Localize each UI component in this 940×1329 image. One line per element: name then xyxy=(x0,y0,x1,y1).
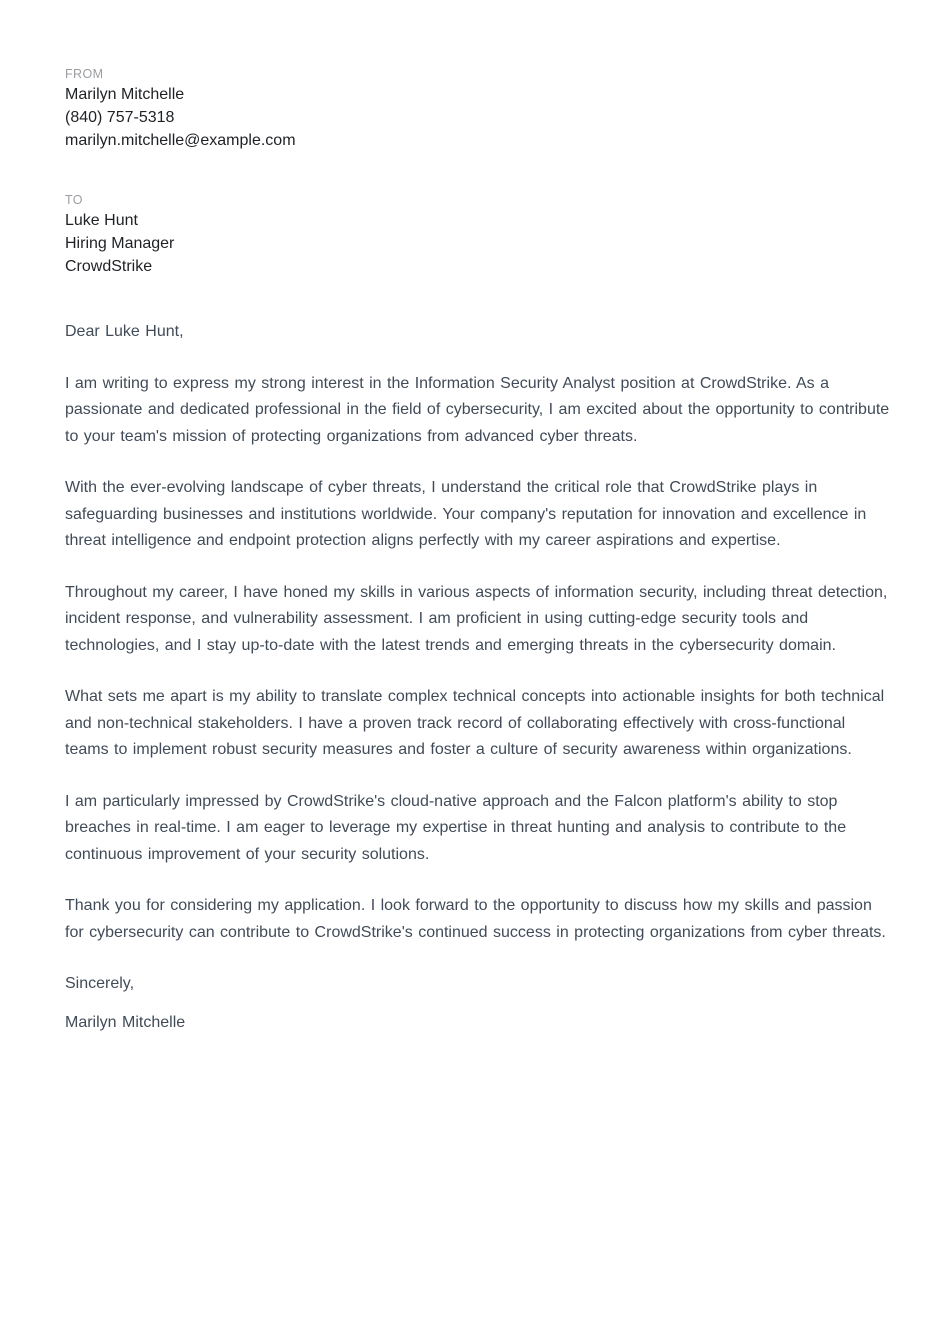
recipient-role: Hiring Manager xyxy=(65,235,175,252)
cover-letter xyxy=(65,66,893,1036)
letter-body xyxy=(65,319,893,1036)
sender-block xyxy=(65,66,893,152)
recipient-name: Luke Hunt xyxy=(65,212,138,229)
body-paragraph: I am particularly impressed by CrowdStrike's cloud-native approach and the Falcon platform's ability to stop breaches in real-time. I am eager to leverage my expertise in threat hunting and analysis to contribute to the continuous improvement of your security solutions. xyxy=(65,792,847,863)
to-label: TO xyxy=(65,193,83,207)
signature-name: Marilyn Mitchelle xyxy=(65,1013,186,1031)
body-paragraph: With the ever-evolving landscape of cyber threats, I understand the critical role that CrowdStrike plays in safeguarding businesses and institutions worldwide. Your company's reputation for innovation and excellence in threat intelligence and endpoint protection aligns perfectly with my career aspirations and expertise. xyxy=(65,479,867,549)
sender-name: Marilyn Mitchelle xyxy=(65,86,185,103)
body-paragraph: I am writing to express my strong interest in the Information Security Analyst position at CrowdStrike. As a passionate and dedicated professional in the field of cybersecurity, I am excited about the opportunity to contribute to your team's mission of protecting organizations from advanced cyber threats. xyxy=(65,374,890,445)
recipient-block xyxy=(65,192,893,278)
body-paragraph: What sets me apart is my ability to translate complex technical concepts into actionable insights for both technical and non-technical stakeholders. I have a proven track record of collaborating effectively with cross-functional teams to implement robust security measures and foster a culture of security awareness within organizations. xyxy=(65,688,885,758)
sender-phone: (840) 757-5318 xyxy=(65,109,175,126)
closing: Sincerely, xyxy=(65,975,135,992)
body-paragraph: Thank you for considering my application. I look forward to the opportunity to discuss how my skills and passion for cybersecurity can contribute to CrowdStrike's continued success in protecting organizations from cyber threats. xyxy=(65,897,886,941)
recipient-company: CrowdStrike xyxy=(65,258,153,275)
sender-email: marilyn.mitchelle@example.com xyxy=(65,132,296,149)
from-label: FROM xyxy=(65,67,104,81)
body-paragraph: Throughout my career, I have honed my skills in various aspects of information security, including threat detection, incident response, and vulnerability assessment. I am proficient in using cutting-edge security tools and technologies, and I stay up-to-date with the latest trends and emerging threats in the cybersecurity domain. xyxy=(65,583,888,654)
greeting: Dear Luke Hunt, xyxy=(65,323,184,340)
